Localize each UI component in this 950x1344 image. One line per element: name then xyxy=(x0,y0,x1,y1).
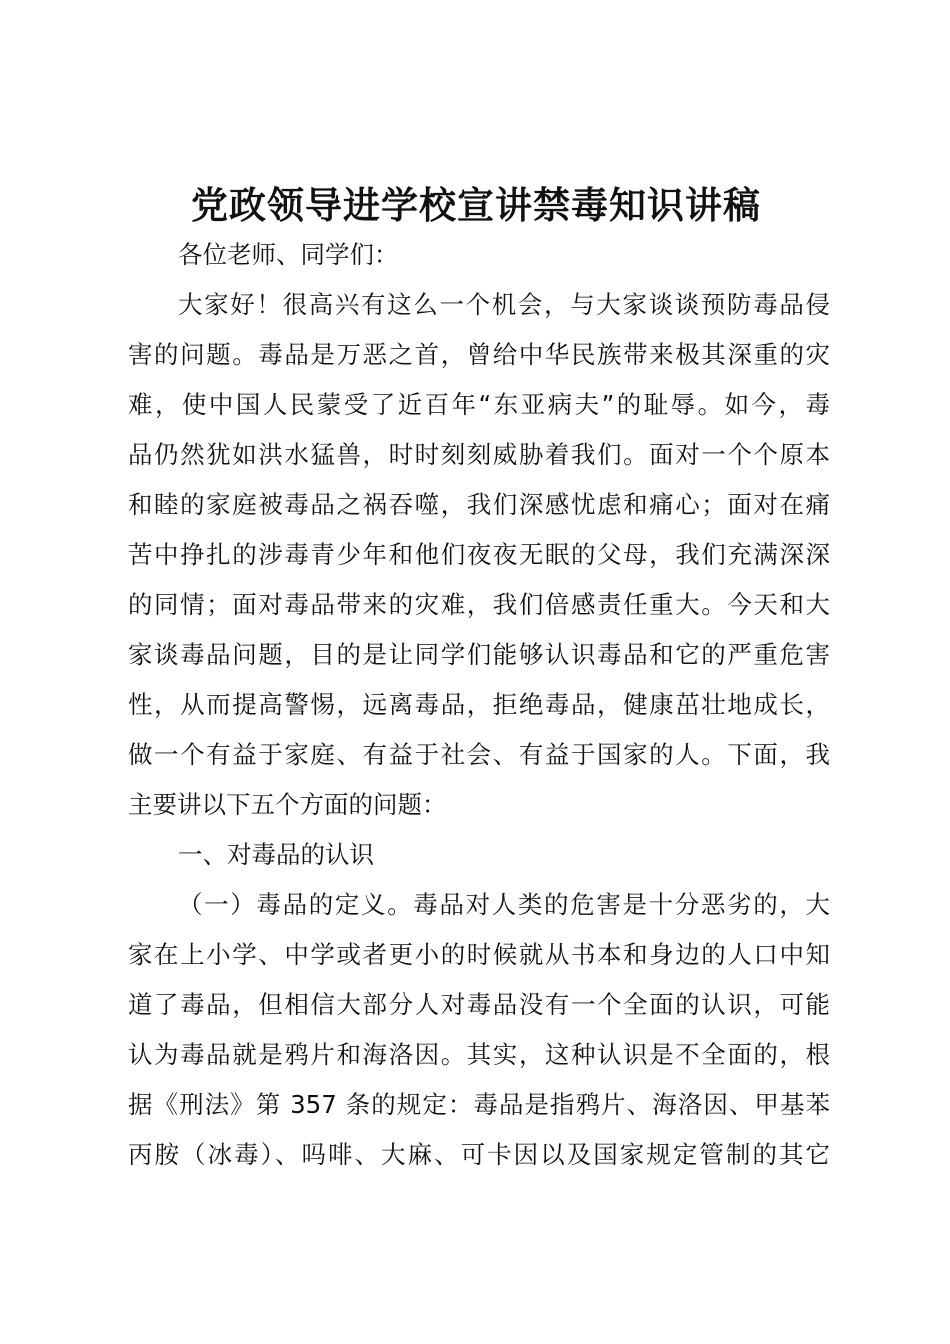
text-line: 主要讲以下五个方面的问题： xyxy=(128,790,447,819)
text-line: 据《刑法》第 357 条的规定：毒品是指鸦片、海洛因、甲基苯 xyxy=(128,1090,830,1119)
text-line: 家在上小学、中学或者更小的时候就从书本和身边的人口中知 xyxy=(128,940,830,969)
text-line: 道了毒品，但相信大部分人对毒品没有一个全面的认识，可能 xyxy=(128,990,830,1019)
text-line: 大家好！很高兴有这么一个机会，与大家谈谈预防毒品侵 xyxy=(178,290,830,319)
text-line: 家谈毒品问题，目的是让同学们能够认识毒品和它的严重危害 xyxy=(128,640,830,669)
text-line: 认为毒品就是鸦片和海洛因。其实，这种认识是不全面的，根 xyxy=(128,1040,830,1069)
text-line: 害的问题。毒品是万恶之首，曾给中华民族带来极其深重的灾 xyxy=(128,340,830,369)
text-line: （一）毒品的定义。毒品对人类的危害是十分恶劣的，大 xyxy=(178,890,830,919)
text-line: 的同情；面对毒品带来的灾难，我们倍感责任重大。今天和大 xyxy=(128,590,830,619)
text-line: 性，从而提高警惕，远离毒品，拒绝毒品，健康茁壮地成长， xyxy=(128,690,830,719)
greeting: 各位老师、同学们： xyxy=(178,240,399,269)
paragraph-intro xyxy=(128,280,830,830)
text-line: 和睦的家庭被毒品之祸吞噬，我们深感忧虑和痛心；面对在痛 xyxy=(128,490,830,519)
text-line: 丙胺（冰毒）、吗啡、大麻、可卡因以及国家规定管制的其它 xyxy=(128,1140,830,1169)
text-line: 难，使中国人民蒙受了近百年“东亚病夫”的耻辱。如今，毒 xyxy=(128,390,830,419)
document-title: 党政领导进学校宣讲禁毒知识讲稿 xyxy=(191,184,761,227)
text-line: 品仍然犹如洪水猛兽，时时刻刻威胁着我们。面对一个个原本 xyxy=(128,440,830,469)
section-heading: 一、对毒品的认识 xyxy=(178,840,374,869)
text-line: 苦中挣扎的涉毒青少年和他们夜夜无眠的父母，我们充满深深 xyxy=(128,540,830,569)
document-page xyxy=(128,182,830,1180)
text-line: 做一个有益于家庭、有益于社会、有益于国家的人。下面，我 xyxy=(128,740,830,769)
paragraph-definition xyxy=(128,880,830,1180)
